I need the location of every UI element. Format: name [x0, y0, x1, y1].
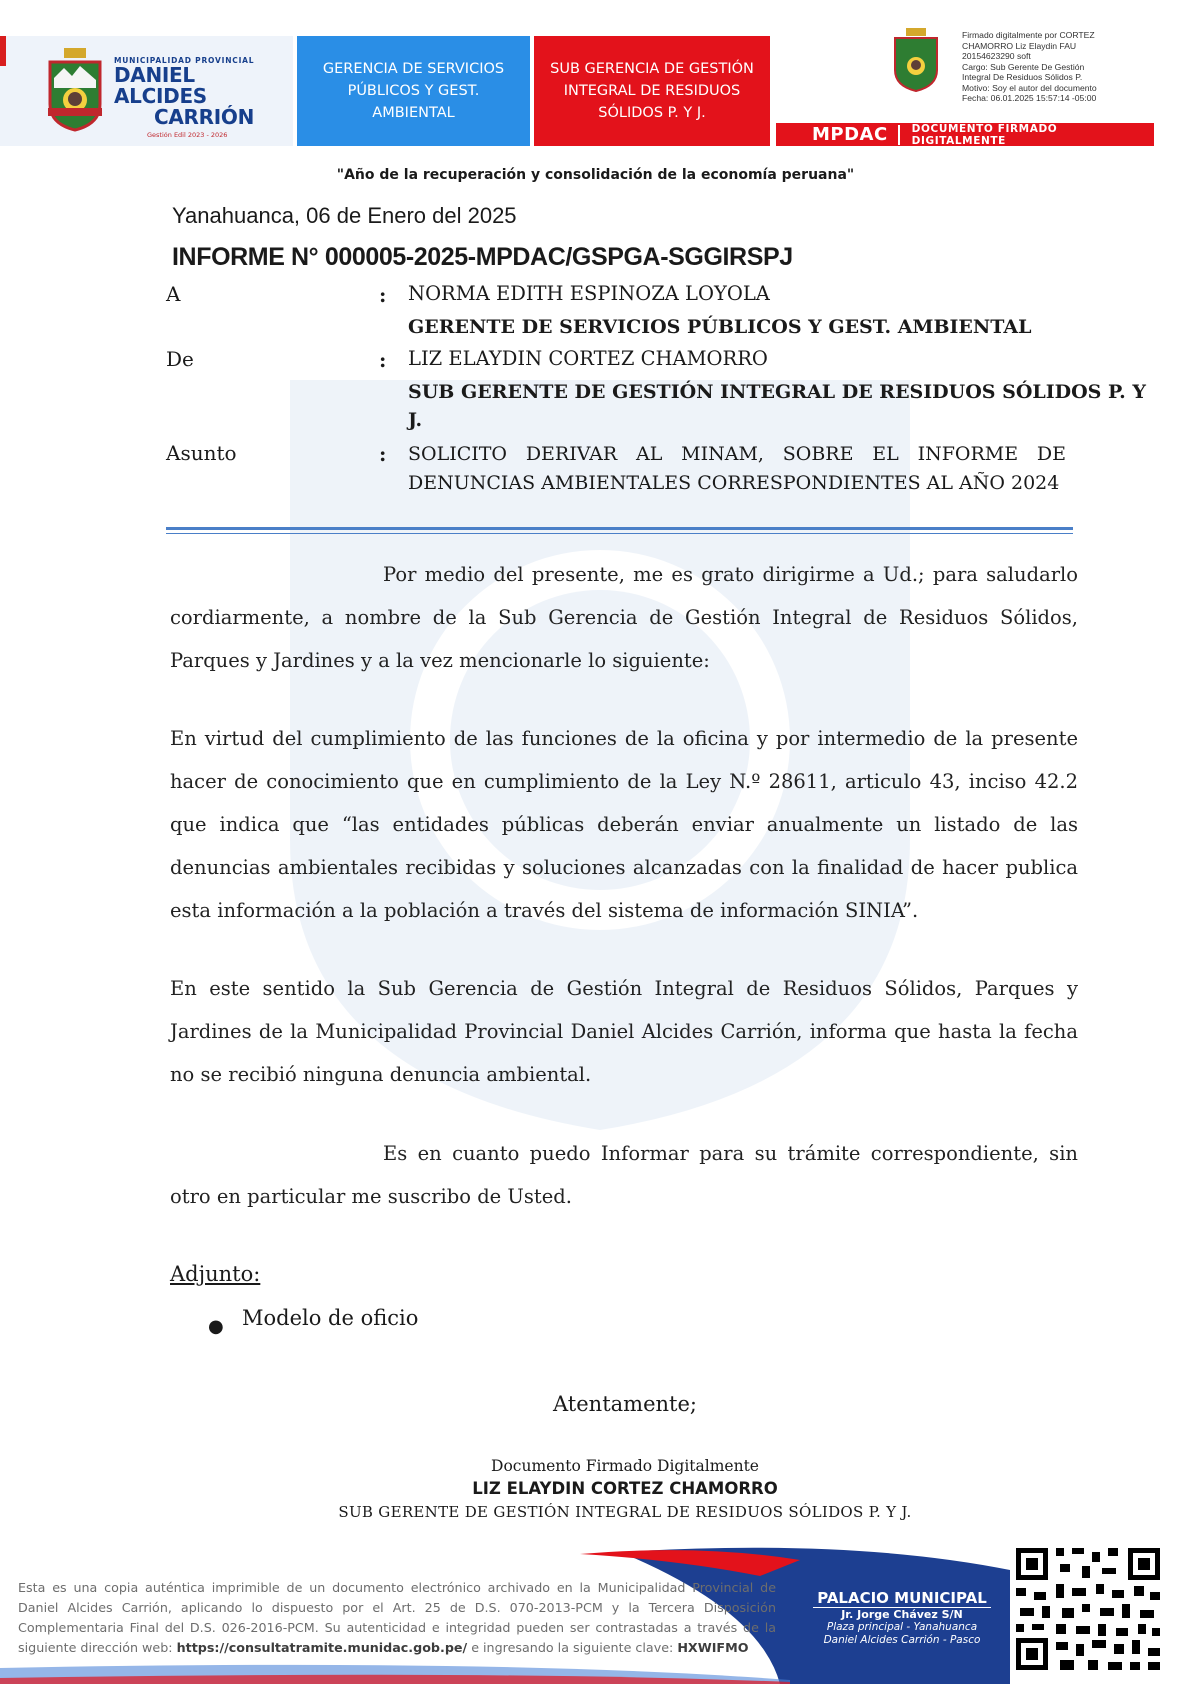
verification-url[interactable]: https://consultatramite.munidac.gob.pe/: [176, 1640, 468, 1655]
to-label: A: [166, 282, 181, 306]
subject-colon: :: [379, 442, 387, 466]
palacio-city: Daniel Alcides Carrión - Pasco: [823, 1634, 981, 1646]
mpdac-label: MPDAC: [812, 124, 888, 145]
to-name: NORMA EDITH ESPINOZA LOYOLA: [408, 282, 770, 305]
logo-name-line2: CARRIÓN: [154, 105, 255, 129]
signer-name: LIZ ELAYDIN CORTEZ CHAMORRO: [472, 1479, 778, 1498]
sub-gerencia-box: [534, 36, 770, 146]
to-role: GERENTE DE SERVICIOS PÚBLICOS Y GEST. AMBIENTAL: [408, 316, 1032, 338]
digital-signature-stamp: [962, 30, 1132, 104]
from-role-line1: SUB GERENTE DE GESTIÓN INTEGRAL DE RESIDUOS SÓLIDOS P. Y: [408, 381, 1146, 403]
gerencia-box: [297, 36, 530, 146]
signature-stamp-line: Cargo: Sub Gerente De Gestión: [962, 61, 1085, 72]
subject-label: Asunto: [166, 441, 237, 465]
qr-code-icon: [1012, 1544, 1164, 1674]
header-divider: [166, 527, 1073, 530]
signature-stamp-line: CHAMORRO Liz Elaydin FAU: [962, 40, 1077, 51]
signature-stamp-line: Firmado digitalmente por CORTEZ: [962, 30, 1095, 40]
body-paragraph-2: En virtud del cumplimiento de las funciones de la oficina y por intermedio de la presente hacer de conocimiento que en cumplimiento de la Ley N.º 28611, articulo 43, inciso 42.2 que indica que “las entidades públicas deberán enviar anualmente un listado de las denuncias ambientales recibidas y soluciones alcanzadas con la finalidad de hacer publica esta información a la población a través del sistema de información SINIA”.: [170, 727, 1078, 922]
to-colon: :: [379, 283, 387, 307]
signature-shield-icon: [892, 28, 940, 92]
place-date: Yanahuanca, 06 de Enero del 2025: [172, 203, 517, 228]
digitally-signed-banner: [776, 123, 1154, 146]
signature-stamp-line: Integral De Residuos Sólidos P.: [962, 72, 1083, 82]
logo-gestion: Gestión Edil 2023 - 2026: [147, 131, 228, 139]
authenticity-text-2: e ingresando la siguiente clave:: [467, 1640, 678, 1655]
gerencia-line3: AMBIENTAL: [372, 105, 455, 121]
palacio-municipal-address: [798, 1588, 1006, 1647]
gerencia-line2: PÚBLICOS Y GEST.: [347, 83, 480, 99]
body-paragraph-3: En este sentido la Sub Gerencia de Gestión Integral de Residuos Sólidos, Parques y Jardines de la Municipalidad Provincial Daniel Alcides Carrión, informa que hasta la fecha no se recibió ninguna denuncia ambiental.: [170, 977, 1078, 1086]
sub-gerencia-line2: INTEGRAL DE RESIDUOS: [563, 83, 741, 99]
logo-name-line1: DANIEL ALCIDES: [114, 63, 207, 108]
signature-stamp-line: Motivo: Soy el autor del documento: [962, 82, 1097, 93]
from-role-line2: J.: [408, 409, 423, 431]
body-paragraph-1: Por medio del presente, me es grato dirigirme a Ud.; para saludarlo cordiarmente, a nombre de la Sub Gerencia de Gestión Integral de Residuos Sólidos, Parques y Jardines y a la vez mencionarle lo siguiente:: [170, 563, 1078, 672]
logo-accent: [0, 36, 6, 66]
from-colon: :: [379, 348, 387, 372]
from-label: De: [166, 347, 194, 371]
attachment-item: Modelo de oficio: [242, 1306, 419, 1330]
year-motto: "Año de la recuperación y consolidación de la economía peruana": [336, 167, 855, 183]
closing: Atentamente;: [553, 1392, 697, 1416]
authenticity-text: Esta es una copia auténtica imprimible de un documento electrónico archivado en la Municipalidad Provincial de Daniel Alcides Carrión, aplicando lo dispuesto por el Art. 25 de D.S. 070-2013-PCM y la Tercera Disposición Complementaria Final del D.S. 026-2016-PCM. Su autenticidad e integridad pueden ser contrastadas a través de la siguiente dirección web:: [18, 1580, 776, 1655]
authenticity-notice: [18, 1578, 776, 1658]
palacio-plaza: Plaza principal - Yanahuanca: [826, 1621, 978, 1633]
signature-note: Documento Firmado Digitalmente: [491, 1457, 759, 1475]
sub-gerencia-line1: SUB GERENCIA DE GESTIÓN: [550, 61, 754, 77]
gerencia-line1: GERENCIA DE SERVICIOS: [322, 61, 505, 77]
logo-subtitle: MUNICIPALIDAD PROVINCIAL: [114, 56, 255, 65]
digitally-signed-label: DOCUMENTO FIRMADO DIGITALMENTE: [911, 122, 1058, 147]
from-name: LIZ ELAYDIN CORTEZ CHAMORRO: [408, 347, 768, 370]
bullet-icon: ●: [208, 1316, 224, 1337]
verification-key: HXWIFMO: [677, 1640, 749, 1655]
subject-text: SOLICITO DERIVAR AL MINAM, SOBRE EL INFORME DE DENUNCIAS AMBIENTALES CORRESPONDIENTES AL AÑO 2024: [408, 443, 1066, 494]
body-paragraph-4: Es en cuanto puedo Informar para su trámite correspondiente, sin otro en particular me suscribo de Usted.: [170, 1142, 1078, 1208]
report-number: INFORME N° 000005-2025-MPDAC/GSPGA-SGGIRSPJ: [172, 243, 793, 271]
signer-role: SUB GERENTE DE GESTIÓN INTEGRAL DE RESIDUOS SÓLIDOS P. Y J.: [338, 1503, 912, 1521]
signature-stamp-line: 20154623290 soft: [962, 51, 1031, 61]
header-divider-thin: [166, 533, 1073, 534]
sub-gerencia-line3: SÓLIDOS P. Y J.: [598, 105, 706, 121]
palacio-street: Jr. Jorge Chávez S/N: [841, 1608, 963, 1621]
signature-stamp-line: Fecha: 06.01.2025 15:57:14 -05:00: [962, 93, 1097, 103]
municipality-shield-icon: [46, 48, 104, 132]
municipality-logo-text: [114, 56, 289, 139]
attachments-label: Adjunto:: [170, 1262, 261, 1286]
palacio-title: PALACIO MUNICIPAL: [813, 1589, 991, 1608]
